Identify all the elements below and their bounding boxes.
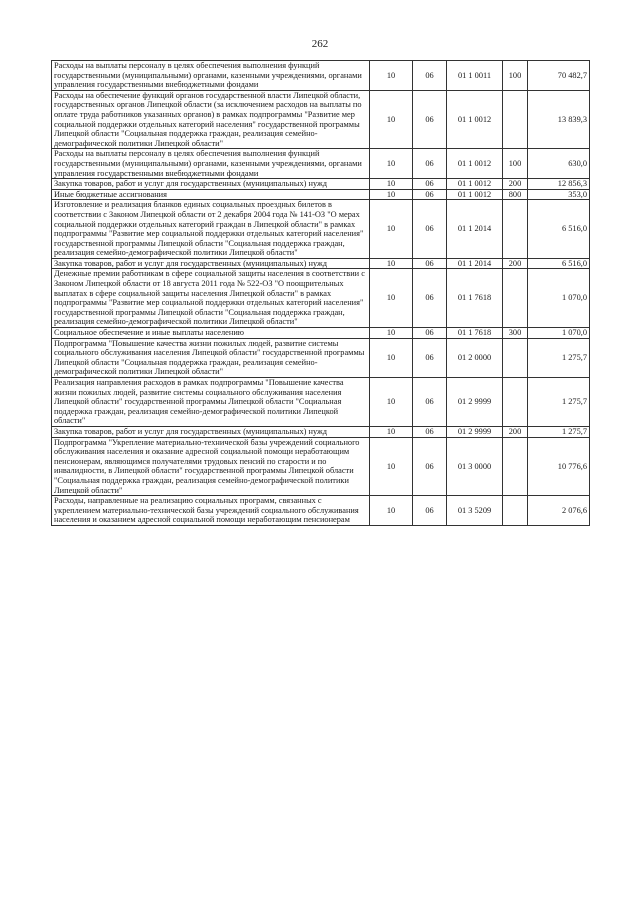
row-expense-type: 200 [503, 426, 528, 437]
row-subsection: 06 [413, 338, 447, 377]
row-section: 10 [370, 90, 413, 149]
budget-table-body [52, 61, 590, 526]
row-section: 10 [370, 378, 413, 427]
row-target-article: 01 1 0012 [447, 149, 503, 179]
row-amount: 1 070,0 [528, 269, 590, 328]
row-amount: 70 482,7 [528, 61, 590, 91]
row-description: Подпрограмма "Укрепление материально-технической базы учреждений социального обслуживания населения и оказание адресной социальной помощи неработающим пенсионерам, являющимся получателями трудовых пенсий по старости и по инвалидности, в Липецкой области" государственной программы Липецкой области "Социальная поддержка граждан, реализация семейно-демографической политики Липецкой области" [52, 437, 370, 496]
table-row [52, 90, 590, 149]
row-target-article: 01 1 7618 [447, 269, 503, 328]
row-target-article: 01 1 2014 [447, 200, 503, 259]
row-expense-type [503, 496, 528, 526]
row-section: 10 [370, 189, 413, 200]
row-section: 10 [370, 426, 413, 437]
row-section: 10 [370, 179, 413, 190]
row-amount: 1 275,7 [528, 426, 590, 437]
table-row [52, 328, 590, 339]
row-section: 10 [370, 269, 413, 328]
row-target-article: 01 3 0000 [447, 437, 503, 496]
row-section: 10 [370, 437, 413, 496]
row-section: 10 [370, 258, 413, 269]
row-subsection: 06 [413, 258, 447, 269]
row-target-article: 01 1 7618 [447, 328, 503, 339]
row-subsection: 06 [413, 378, 447, 427]
table-row [52, 61, 590, 91]
row-target-article: 01 1 0012 [447, 179, 503, 190]
table-row [52, 378, 590, 427]
table-row [52, 426, 590, 437]
row-expense-type [503, 437, 528, 496]
table-row [52, 179, 590, 190]
row-amount: 6 516,0 [528, 258, 590, 269]
table-row [52, 269, 590, 328]
row-section: 10 [370, 200, 413, 259]
row-description: Подпрограмма "Повышение качества жизни пожилых людей, развитие системы социального обслуживания населения Липецкой области" государственной программы Липецкой области "Социальная поддержка граждан, реализация семейно-демографической политики Липецкой области" [52, 338, 370, 377]
row-target-article: 01 2 9999 [447, 378, 503, 427]
row-description: Денежные премии работникам в сфере социальной защиты населения в соответствии с Законом Липецкой области от 18 августа 2011 года № 522-ОЗ "О поощрительных выплатах в сфере социальной защиты населения Липецкой области" в рамках подпрограммы "Развитие мер социальной поддержки отдельных категорий населения" государственной программы Липецкой области "Социальная поддержка граждан, реализация семейно-демографической политики Липецкой области" [52, 269, 370, 328]
row-target-article: 01 2 9999 [447, 426, 503, 437]
row-description: Реализация направления расходов в рамках подпрограммы "Повышение качества жизни пожилых людей, развитие системы социального обслуживания населения Липецкой области" государственной программы Липецкой области "Социальная поддержка граждан, реализация семейно-демографической политики Липецкой области" [52, 378, 370, 427]
table-row [52, 338, 590, 377]
row-expense-type: 800 [503, 189, 528, 200]
row-amount: 1 275,7 [528, 338, 590, 377]
row-amount: 353,0 [528, 189, 590, 200]
row-subsection: 06 [413, 149, 447, 179]
row-section: 10 [370, 328, 413, 339]
row-amount: 1 275,7 [528, 378, 590, 427]
row-amount: 630,0 [528, 149, 590, 179]
row-expense-type [503, 338, 528, 377]
row-expense-type: 100 [503, 149, 528, 179]
row-subsection: 06 [413, 61, 447, 91]
row-subsection: 06 [413, 90, 447, 149]
table-row [52, 258, 590, 269]
row-target-article: 01 1 0012 [447, 189, 503, 200]
row-amount: 10 776,6 [528, 437, 590, 496]
table-row [52, 149, 590, 179]
row-description: Закупка товаров, работ и услуг для государственных (муниципальных) нужд [52, 426, 370, 437]
row-amount: 13 839,3 [528, 90, 590, 149]
row-expense-type: 200 [503, 179, 528, 190]
page-number: 262 [311, 38, 329, 50]
row-description: Расходы на обеспечение функций органов государственной власти Липецкой области, государственных органов Липецкой области (за исключением расходов на выплаты по оплате труда работников указанных органов) в рамках подпрограммы "Развитие мер социальной поддержки отдельных категорий населения" государственной программы Липецкой области "Социальная поддержка граждан, реализация семейно-демографической политики Липецкой области" [52, 90, 370, 149]
row-expense-type [503, 200, 528, 259]
row-amount: 1 070,0 [528, 328, 590, 339]
row-description: Расходы, направленные на реализацию социальных программ, связанных с укреплением материально-технической базы учреждений социального обслуживания населения и оказанием адресной социальной помощи неработающим пенсионерам [52, 496, 370, 526]
row-target-article: 01 1 2014 [447, 258, 503, 269]
row-subsection: 06 [413, 269, 447, 328]
row-section: 10 [370, 149, 413, 179]
row-amount: 12 856,3 [528, 179, 590, 190]
row-section: 10 [370, 338, 413, 377]
table-row [52, 189, 590, 200]
row-target-article: 01 3 5209 [447, 496, 503, 526]
row-expense-type: 200 [503, 258, 528, 269]
row-description: Расходы на выплаты персоналу в целях обеспечения выполнения функций государственными (муниципальными) органами, казенными учреждениями, органами управления государственными внебюджетными фондами [52, 149, 370, 179]
row-description: Изготовление и реализация бланков единых социальных проездных билетов в соответствии с Законом Липецкой области от 2 декабря 2004 года № 141-ОЗ "О мерах социальной поддержки отдельных категорий граждан в Липецкой области" в рамках подпрограммы "Развитие мер социальной поддержки отдельных категорий населения" государственной программы Липецкой области "Социальная поддержка граждан, реализация семейно-демографической политики Липецкой области" [52, 200, 370, 259]
table-row [52, 200, 590, 259]
row-expense-type: 300 [503, 328, 528, 339]
row-subsection: 06 [413, 328, 447, 339]
row-expense-type [503, 269, 528, 328]
row-subsection: 06 [413, 189, 447, 200]
row-description: Социальное обеспечение и иные выплаты населению [52, 328, 370, 339]
table-row [52, 437, 590, 496]
row-subsection: 06 [413, 200, 447, 259]
row-target-article: 01 2 0000 [447, 338, 503, 377]
row-amount: 2 076,6 [528, 496, 590, 526]
row-expense-type: 100 [503, 61, 528, 91]
row-section: 10 [370, 61, 413, 91]
row-description: Закупка товаров, работ и услуг для государственных (муниципальных) нужд [52, 179, 370, 190]
row-target-article: 01 1 0012 [447, 90, 503, 149]
table-row [52, 496, 590, 526]
row-subsection: 06 [413, 437, 447, 496]
row-section: 10 [370, 496, 413, 526]
row-description: Закупка товаров, работ и услуг для государственных (муниципальных) нужд [52, 258, 370, 269]
row-target-article: 01 1 0011 [447, 61, 503, 91]
row-expense-type [503, 90, 528, 149]
row-subsection: 06 [413, 426, 447, 437]
row-description: Расходы на выплаты персоналу в целях обеспечения выполнения функций государственными (муниципальными) органами, казенными учреждениями, органами управления государственными внебюджетными фондами [52, 61, 370, 91]
row-amount: 6 516,0 [528, 200, 590, 259]
budget-table [51, 60, 590, 526]
row-description: Иные бюджетные ассигнования [52, 189, 370, 200]
row-subsection: 06 [413, 179, 447, 190]
row-subsection: 06 [413, 496, 447, 526]
row-expense-type [503, 378, 528, 427]
